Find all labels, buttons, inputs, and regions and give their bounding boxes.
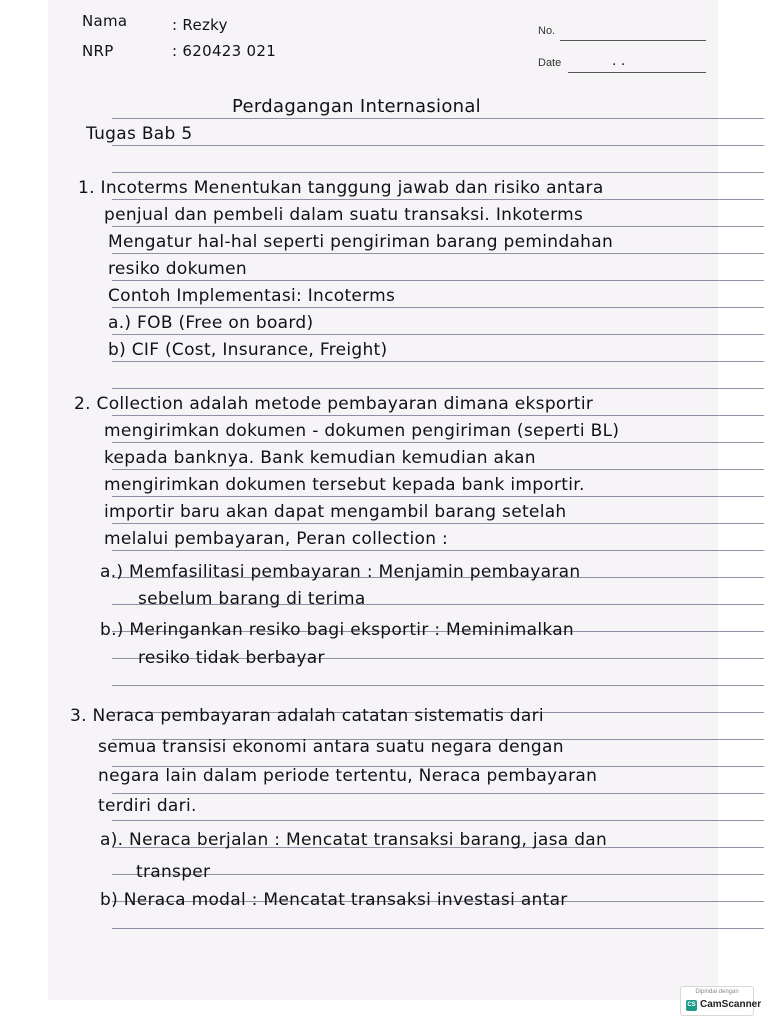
- text-line: melalui pembayaran, Peran collection :: [104, 529, 449, 549]
- text-line: transper: [136, 862, 211, 882]
- text-line: b) CIF (Cost, Insurance, Freight): [108, 340, 388, 360]
- date-dots: . .: [612, 52, 626, 69]
- text-line: mengirimkan dokumen - dokumen pengiriman (seperti BL): [104, 421, 620, 441]
- text-line: Mengatur hal-hal seperti pengiriman barang pemindahan: [108, 232, 614, 252]
- no-label: No.: [538, 25, 556, 37]
- nrp-value: : 620423 021: [172, 42, 277, 60]
- text-line: negara lain dalam periode tertentu, Neraca pembayaran: [98, 766, 598, 786]
- watermark-small-text: Dipindai dengan: [695, 989, 739, 995]
- date-label: Date: [538, 57, 562, 69]
- watermark-app-name: CamScanner: [700, 999, 762, 1010]
- camscanner-logo-icon: CS: [686, 1000, 697, 1011]
- text-line: 1. Incoterms Menentukan tanggung jawab dan risiko antara: [78, 178, 604, 198]
- date-fill-line: [568, 72, 706, 73]
- text-line: Contoh Implementasi: Incoterms: [108, 286, 396, 306]
- text-line: importir baru akan dapat mengambil barang setelah: [104, 502, 567, 522]
- nama-label: Nama: [82, 12, 128, 30]
- text-line: a.) FOB (Free on board): [108, 313, 314, 333]
- text-line: penjual dan pembeli dalam suatu transaksi. Inkoterms: [104, 205, 584, 225]
- camscanner-watermark: [680, 986, 762, 1016]
- text-line: a). Neraca berjalan : Mencatat transaksi barang, jasa dan: [100, 830, 608, 850]
- text-line: kepada banknya. Bank kemudian kemudian akan: [104, 448, 536, 468]
- text-line: terdiri dari.: [98, 796, 197, 816]
- text-line: semua transisi ekonomi antara suatu negara dengan: [98, 737, 564, 757]
- nama-value: : Rezky: [172, 16, 228, 34]
- notebook-page: [48, 0, 718, 1000]
- page-title: Perdagangan Internasional: [232, 96, 481, 117]
- nrp-label: NRP: [82, 42, 114, 60]
- text-line: resiko dokumen: [108, 259, 247, 279]
- text-line: a.) Memfasilitasi pembayaran : Menjamin pembayaran: [100, 562, 581, 582]
- page-subtitle: Tugas Bab 5: [86, 124, 193, 144]
- text-line: 2. Collection adalah metode pembayaran dimana eksportir: [74, 394, 594, 414]
- text-line: sebelum barang di terima: [138, 589, 366, 609]
- text-line: b) Neraca modal : Mencatat transaksi investasi antar: [100, 890, 568, 910]
- no-fill-line: [560, 40, 706, 41]
- text-line: resiko tidak berbayar: [138, 648, 325, 668]
- text-line: 3. Neraca pembayaran adalah catatan sistematis dari: [70, 706, 544, 726]
- text-line: mengirimkan dokumen tersebut kepada bank importir.: [104, 475, 585, 495]
- text-line: b.) Meringankan resiko bagi eksportir : Meminimalkan: [100, 620, 574, 640]
